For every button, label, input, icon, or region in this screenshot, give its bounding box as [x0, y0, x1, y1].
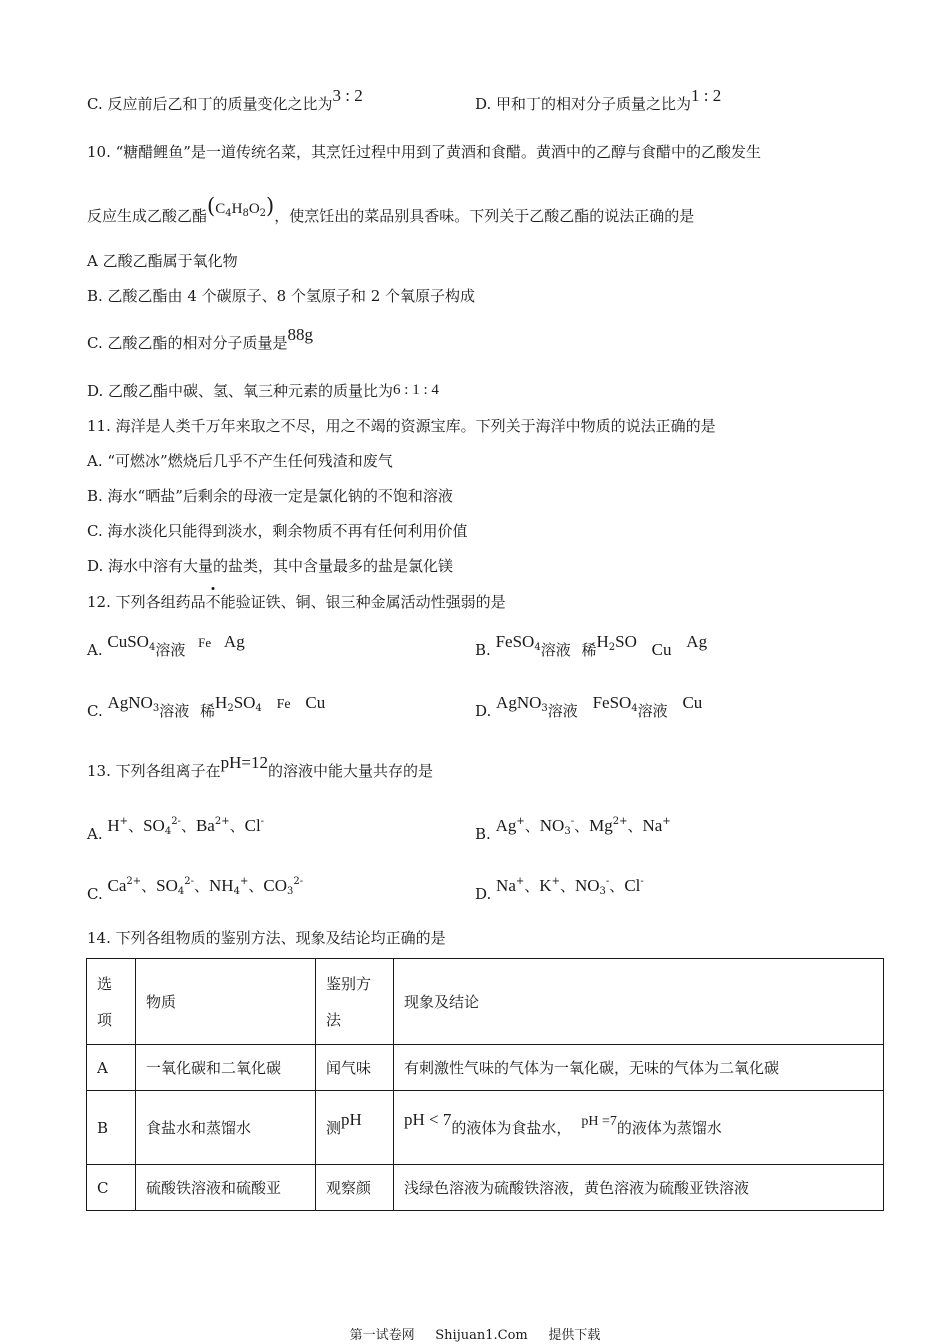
header-method: 鉴别方 法 [316, 959, 394, 1045]
q12-option-c: C. AgNO$_3$溶液 稀$H_2SO_4$ Fe Cu [87, 693, 326, 720]
q10-option-a: A 乙酸乙酯属于氧化物 [87, 252, 238, 270]
q12-stem: 12. 下列各组药品不能验证铁、铜、银三种金属活动性强弱的是 [87, 593, 506, 611]
q10-stem-line1: 10. “糖醋鲤鱼”是一道传统名菜，其烹饪过程中用到了黄酒和食醋。黄酒中的乙醇与食醋中的乙酸发生 [87, 143, 761, 161]
q10-formula: $(C_4H_8O_2)$ [207, 194, 275, 219]
q10-option-c: C. 乙酸乙酯的相对分子质量是88g [87, 325, 313, 352]
q12-option-d: D. AgNO$_3$溶液 FeSO$_4$溶液 Cu [475, 693, 703, 720]
q11-option-a: A. “可燃冰”燃烧后几乎不产生任何残渣和废气 [87, 452, 393, 470]
table-row: A 一氧化碳和二氧化碳 闻气味 有刺激性气味的气体为一氧化碳，无味的气体为二氧化碳 [87, 1045, 884, 1091]
q13-option-d: D. Na+、K+、$NO_3^-$、Cl- [475, 876, 644, 903]
q11-option-c: C. 海水淡化只能得到淡水，剩余物质不再有任何利用价值 [87, 522, 468, 540]
header-result: 现象及结论 [394, 959, 884, 1045]
table-row: B 食盐水和蒸馏水 测pH pH < 7的液体为食盐水， pH =7的液体为蒸馏水 [87, 1091, 884, 1165]
q14-table [86, 958, 884, 1211]
q13-ph-value: pH=12 [220, 753, 268, 772]
q10-option-b: B. 乙酸乙酯由 4 个碳原子、8 个氢原子和 2 个氧原子构成 [87, 287, 476, 305]
q12-option-b: B. FeSO$_4$溶液 稀$H_2SO$ Cu Ag [475, 632, 708, 659]
page-footer: 第一试卷网 Shijuan1.Com 提供下载 [349, 1328, 601, 1343]
q11-option-b: B. 海水“晒盐”后剩余的母液一定是氯化钠的不饱和溶液 [87, 487, 453, 505]
q11-option-d: D. 海水中溶有大量的盐类，其中含量最多的盐是氯化镁 [87, 557, 454, 575]
q9-option-d: D. 甲和丁的相对分子质量之比为1 : 2 [475, 86, 722, 113]
table-row: C 硫酸铁溶液和硫酸亚 观察颜 浅绿色溶液为硫酸铁溶液，黄色溶液为硫酸亚铁溶液 [87, 1165, 884, 1211]
q13-option-c: C. $Ca^{2+}$、$SO_4^{2-}$、$NH_4^+$、$CO_3^{2-}$ [87, 876, 304, 903]
q13-stem: 13. 下列各组离子在pH=12的溶液中能大量共存的是 [87, 753, 434, 780]
q10-stem-line2: 反应生成乙酸乙酯$(C_4H_8O_2)$，使烹饪出的菜品别具香味。下列关于乙酸乙酯的说法正确的是 [87, 194, 695, 225]
table-header-row [87, 959, 884, 1045]
q12-option-a: A. CuSO$_4$溶液 Fe Ag [87, 632, 245, 659]
header-option: 选 项 [87, 959, 136, 1045]
q9-option-c: C. 反应前后乙和丁的质量变化之比为3 : 2 [87, 86, 363, 113]
q13-option-b: B. Ag+、$NO_3^-$、$Mg^{2+}$、Na+ [475, 816, 671, 843]
q9-d-ratio: 1 : 2 [691, 86, 722, 105]
q10-d-value: 6 : 1 : 4 [393, 382, 439, 398]
header-substance: 物质 [136, 959, 316, 1045]
q10-c-value: 88g [287, 325, 313, 344]
q14-stem: 14. 下列各组物质的鉴别方法、现象及结论均正确的是 [87, 929, 446, 947]
q11-stem: 11. 海洋是人类千万年来取之不尽，用之不竭的资源宝库。下列关于海洋中物质的说法正确的是 [87, 417, 716, 435]
q10-option-d: D. 乙酸乙酯中碳、氢、氧三种元素的质量比为6 : 1 : 4 [87, 382, 439, 400]
emphasis-dot: 不 [205, 593, 221, 611]
q13-option-a: A. H+、$SO_4^{2-}$、$Ba^{2+}$、Cl- [87, 816, 265, 843]
q9-c-ratio: 3 : 2 [332, 86, 363, 105]
